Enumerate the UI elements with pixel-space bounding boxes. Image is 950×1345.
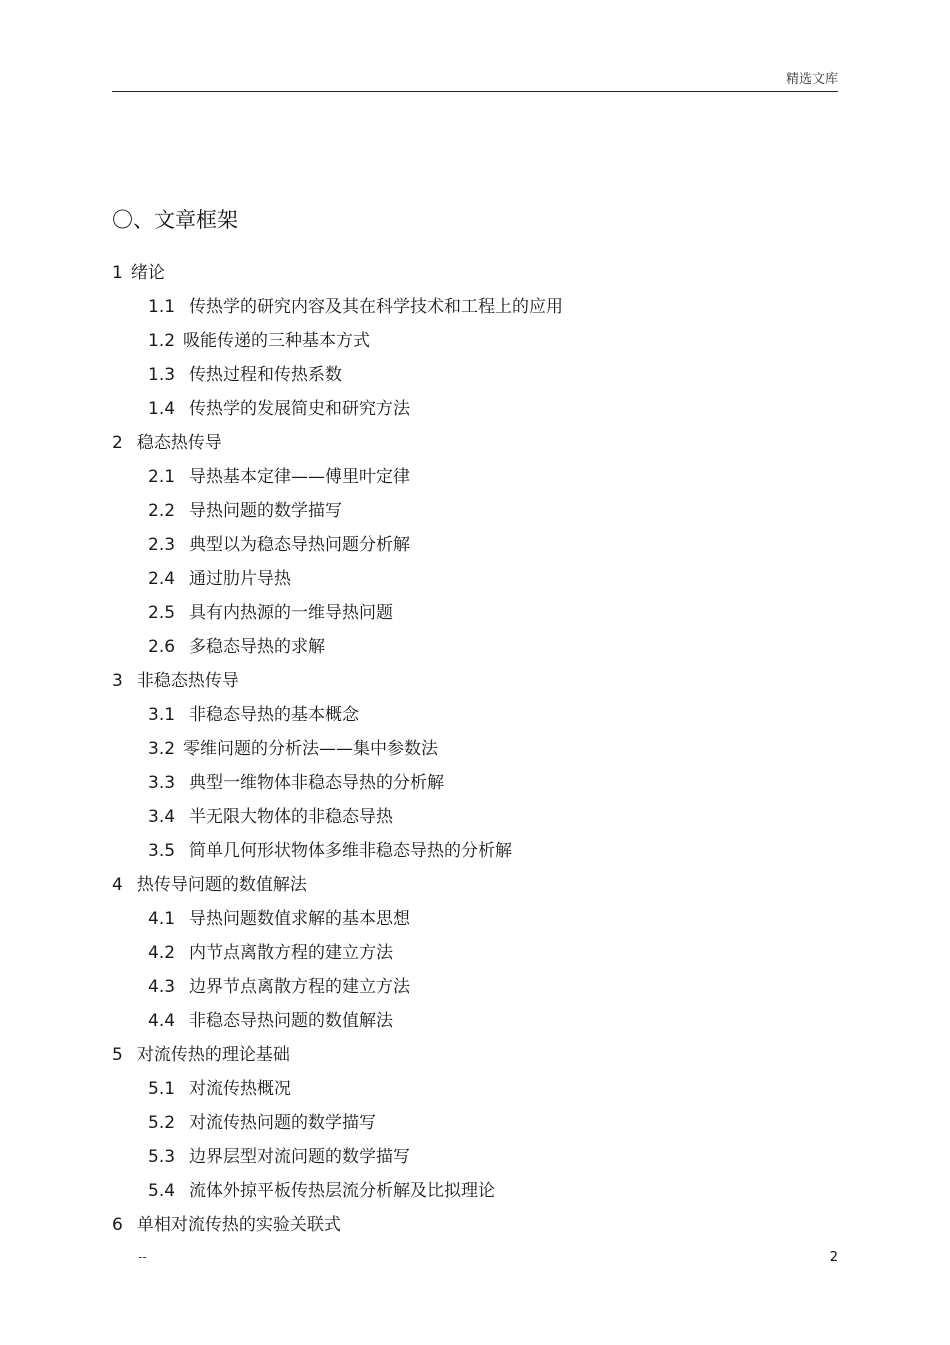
toc-text: 吸能传递的三种基本方式 <box>183 331 371 351</box>
toc-text: 绪论 <box>130 263 165 283</box>
toc-number: 5 <box>112 1045 123 1065</box>
toc-text: 多稳态导热的求解 <box>189 637 326 657</box>
header-label: 精选文库 <box>785 72 838 87</box>
toc-number: 5.4 <box>148 1181 176 1201</box>
toc-section <box>112 562 832 596</box>
toc-text: 传热学的研究内容及其在科学技术和工程上的应用 <box>189 297 564 317</box>
toc-text: 导热问题数值求解的基本思想 <box>189 909 411 929</box>
section-title: 〇、文章框架 <box>112 208 238 232</box>
header-rule <box>112 91 838 92</box>
toc-section <box>112 290 832 324</box>
toc-number: 5.2 <box>148 1113 176 1133</box>
toc-text: 边界层型对流问题的数学描写 <box>189 1147 411 1167</box>
toc-text: 流体外掠平板传热层流分析解及比拟理论 <box>189 1181 496 1201</box>
toc-number: 4.4 <box>148 1011 176 1031</box>
toc-text: 典型一维物体非稳态导热的分析解 <box>189 773 445 793</box>
toc-section <box>112 834 832 868</box>
toc-section <box>112 902 832 936</box>
toc-number: 3.1 <box>148 705 176 725</box>
toc-number: 1 <box>112 263 123 283</box>
table-of-contents <box>112 256 832 1242</box>
toc-text: 传热过程和传热系数 <box>189 365 343 385</box>
toc-text: 对流传热的理论基础 <box>136 1045 290 1065</box>
toc-section <box>112 800 832 834</box>
footer-mark: -- <box>138 1250 147 1264</box>
toc-number: 2.5 <box>148 603 176 623</box>
toc-text: 非稳态导热问题的数值解法 <box>189 1011 394 1031</box>
toc-text: 单相对流传热的实验关联式 <box>136 1215 341 1235</box>
toc-chapter <box>112 868 832 902</box>
toc-number: 4.1 <box>148 909 176 929</box>
toc-text: 简单几何形状物体多维非稳态导热的分析解 <box>189 841 513 861</box>
toc-number: 3.4 <box>148 807 176 827</box>
toc-section <box>112 392 832 426</box>
toc-section <box>112 1004 832 1038</box>
toc-text: 热传导问题的数值解法 <box>136 875 307 895</box>
toc-number: 1.3 <box>148 365 176 385</box>
toc-number: 5.1 <box>148 1079 176 1099</box>
toc-text: 具有内热源的一维导热问题 <box>189 603 394 623</box>
toc-number: 2.1 <box>148 467 176 487</box>
toc-text: 传热学的发展简史和研究方法 <box>189 399 411 419</box>
toc-section <box>112 1174 832 1208</box>
toc-text: 内节点离散方程的建立方法 <box>189 943 394 963</box>
toc-number: 3.5 <box>148 841 176 861</box>
toc-section <box>112 1106 832 1140</box>
toc-number: 2 <box>112 433 123 453</box>
toc-number: 2.4 <box>148 569 176 589</box>
toc-text: 对流传热问题的数学描写 <box>189 1113 377 1133</box>
toc-section <box>112 460 832 494</box>
toc-text: 稳态热传导 <box>136 433 222 453</box>
toc-number: 4.2 <box>148 943 176 963</box>
toc-section <box>112 698 832 732</box>
toc-number: 3.3 <box>148 773 176 793</box>
toc-text: 边界节点离散方程的建立方法 <box>189 977 411 997</box>
toc-section <box>112 324 832 358</box>
toc-text: 典型以为稳态导热问题分析解 <box>189 535 411 555</box>
toc-section <box>112 358 832 392</box>
toc-number: 4 <box>112 875 123 895</box>
toc-chapter <box>112 1038 832 1072</box>
toc-text: 半无限大物体的非稳态导热 <box>189 807 394 827</box>
toc-chapter <box>112 1208 832 1242</box>
toc-section <box>112 1072 832 1106</box>
toc-number: 2.2 <box>148 501 176 521</box>
toc-number: 3 <box>112 671 123 691</box>
toc-section <box>112 766 832 800</box>
toc-section <box>112 528 832 562</box>
toc-section <box>112 970 832 1004</box>
toc-number: 1.4 <box>148 399 176 419</box>
toc-text: 非稳态热传导 <box>136 671 239 691</box>
toc-section <box>112 936 832 970</box>
toc-number: 2.3 <box>148 535 176 555</box>
toc-section <box>112 732 832 766</box>
toc-text: 非稳态导热的基本概念 <box>189 705 360 725</box>
page-number: 2 <box>829 1250 838 1265</box>
toc-number: 1.1 <box>148 297 176 317</box>
toc-section <box>112 494 832 528</box>
toc-chapter <box>112 256 832 290</box>
toc-section <box>112 630 832 664</box>
toc-number: 2.6 <box>148 637 176 657</box>
toc-text: 导热问题的数学描写 <box>189 501 343 521</box>
toc-text: 通过肋片导热 <box>189 569 292 589</box>
toc-text: 对流传热概况 <box>189 1079 292 1099</box>
toc-number: 3.2 <box>148 739 176 759</box>
toc-chapter <box>112 664 832 698</box>
toc-text: 零维问题的分析法——集中参数法 <box>183 739 439 759</box>
toc-text: 导热基本定律——傅里叶定律 <box>189 467 411 487</box>
toc-section <box>112 596 832 630</box>
toc-number: 6 <box>112 1215 123 1235</box>
toc-number: 4.3 <box>148 977 176 997</box>
toc-chapter <box>112 426 832 460</box>
toc-number: 1.2 <box>148 331 176 351</box>
toc-number: 5.3 <box>148 1147 176 1167</box>
toc-section <box>112 1140 832 1174</box>
